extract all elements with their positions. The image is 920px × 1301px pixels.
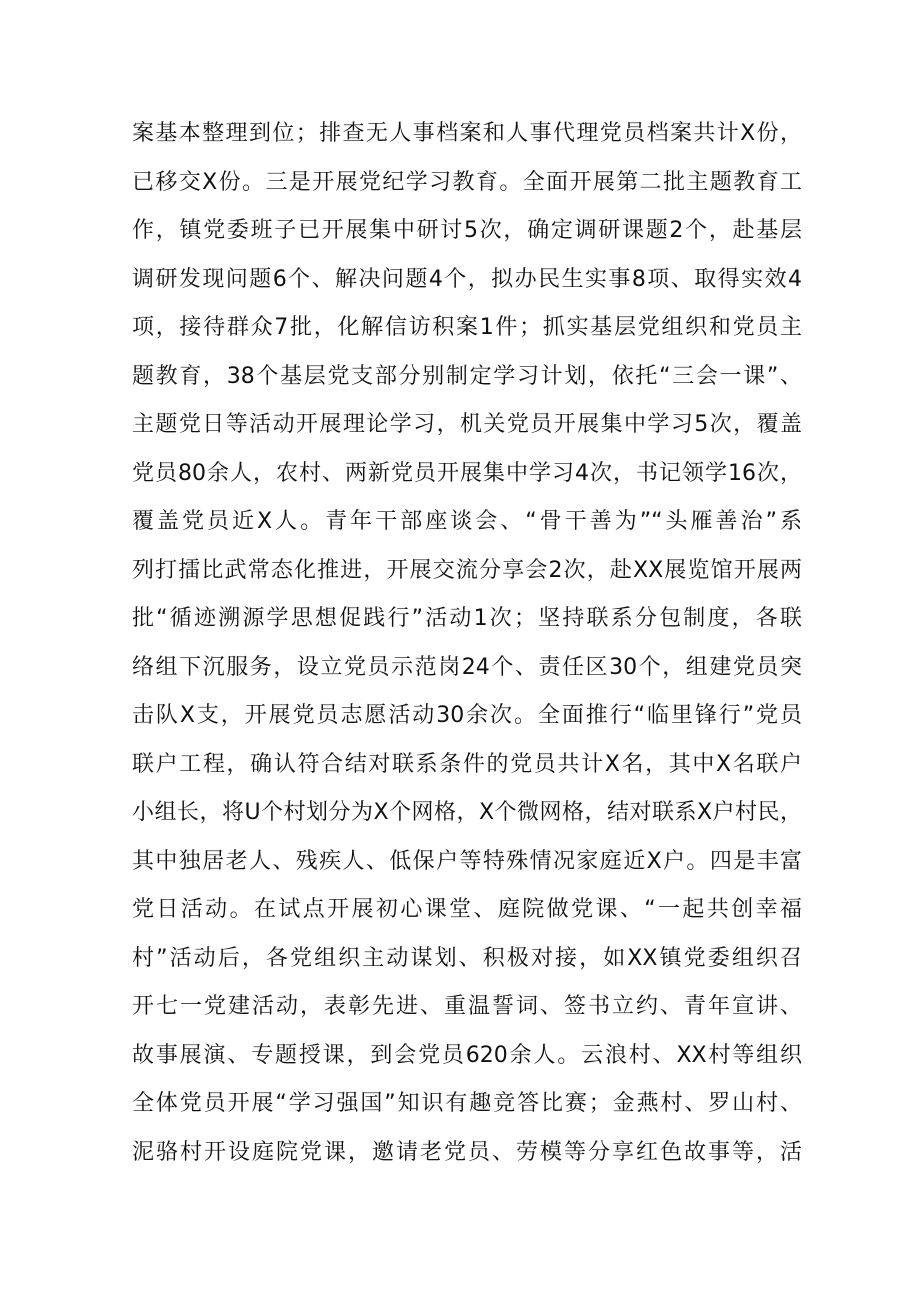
text-line: 联户工程，确认符合结对联系条件的党员共计X名，其中X名联户: [132, 751, 802, 777]
text-line: 已移交X份。三是开展党纪学习教育。全面开展第二批主题教育工: [132, 169, 802, 195]
text-line: 调研发现问题6个、解决问题4个，拟办民生实事8项、取得实效4: [132, 266, 802, 292]
text-line: 列打擂比武常态化推进，开展交流分享会2次，赴XX展览馆开展两: [132, 557, 802, 583]
text-line: 其中独居老人、残疾人、低保户等特殊情况家庭近X户。四是丰富: [132, 848, 802, 874]
text-line: 泥骆村开设庭院党课，邀请老党员、劳模等分享红色故事等，活: [132, 1139, 802, 1165]
text-line: 题教育，38个基层党支部分别制定学习计划，依托“三会一课”、: [132, 363, 802, 389]
text-line: 故事展演、专题授课，到会党员620余人。云浪村、XX村等组织: [132, 1042, 802, 1068]
text-line: 批“循迹溯源学思想促践行”活动1次；坚持联系分包制度，各联: [132, 606, 802, 631]
text-line: 开七一党建活动，表彰先进、重温誓词、签书立约、青年宣讲、: [132, 994, 802, 1019]
text-line: 击队X支，开展党员志愿活动30余次。全面推行“临里锋行”党员: [132, 703, 802, 728]
text-line: 村”活动后，各党组织主动谋划、积极对接，如XX镇党委组织召: [132, 945, 802, 971]
document-body: [132, 110, 802, 1177]
text-line: 小组长，将U个村划分为X个网格，X个微网格，结对联系X户村民，: [132, 800, 802, 825]
text-line: 络组下沉服务，设立党员示范岗24个、责任区30个，组建党员突: [132, 654, 802, 680]
text-line: 覆盖党员近X人。青年干部座谈会、“骨干善为”“头雁善治”系: [132, 509, 802, 534]
text-line: 案基本整理到位；排查无人事档案和人事代理党员档案共计X份，: [132, 121, 802, 146]
text-line: 作，镇党委班子已开展集中研讨5次，确定调研课题2个，赴基层: [132, 218, 802, 243]
text-line: 党员80余人，农村、两新党员开展集中学习4次，书记领学16次，: [132, 460, 802, 486]
text-line: 主题党日等活动开展理论学习，机关党员开展集中学习5次，覆盖: [132, 412, 802, 437]
text-line: 项，接待群众7批，化解信访积案1件；抓实基层党组织和党员主: [132, 315, 802, 340]
text-line: 全体党员开展“学习强国”知识有趣竞答比赛；金燕村、罗山村、: [132, 1091, 802, 1116]
text-line: 党日活动。在试点开展初心课堂、庭院做党课、“一起共创幸福: [132, 897, 802, 922]
